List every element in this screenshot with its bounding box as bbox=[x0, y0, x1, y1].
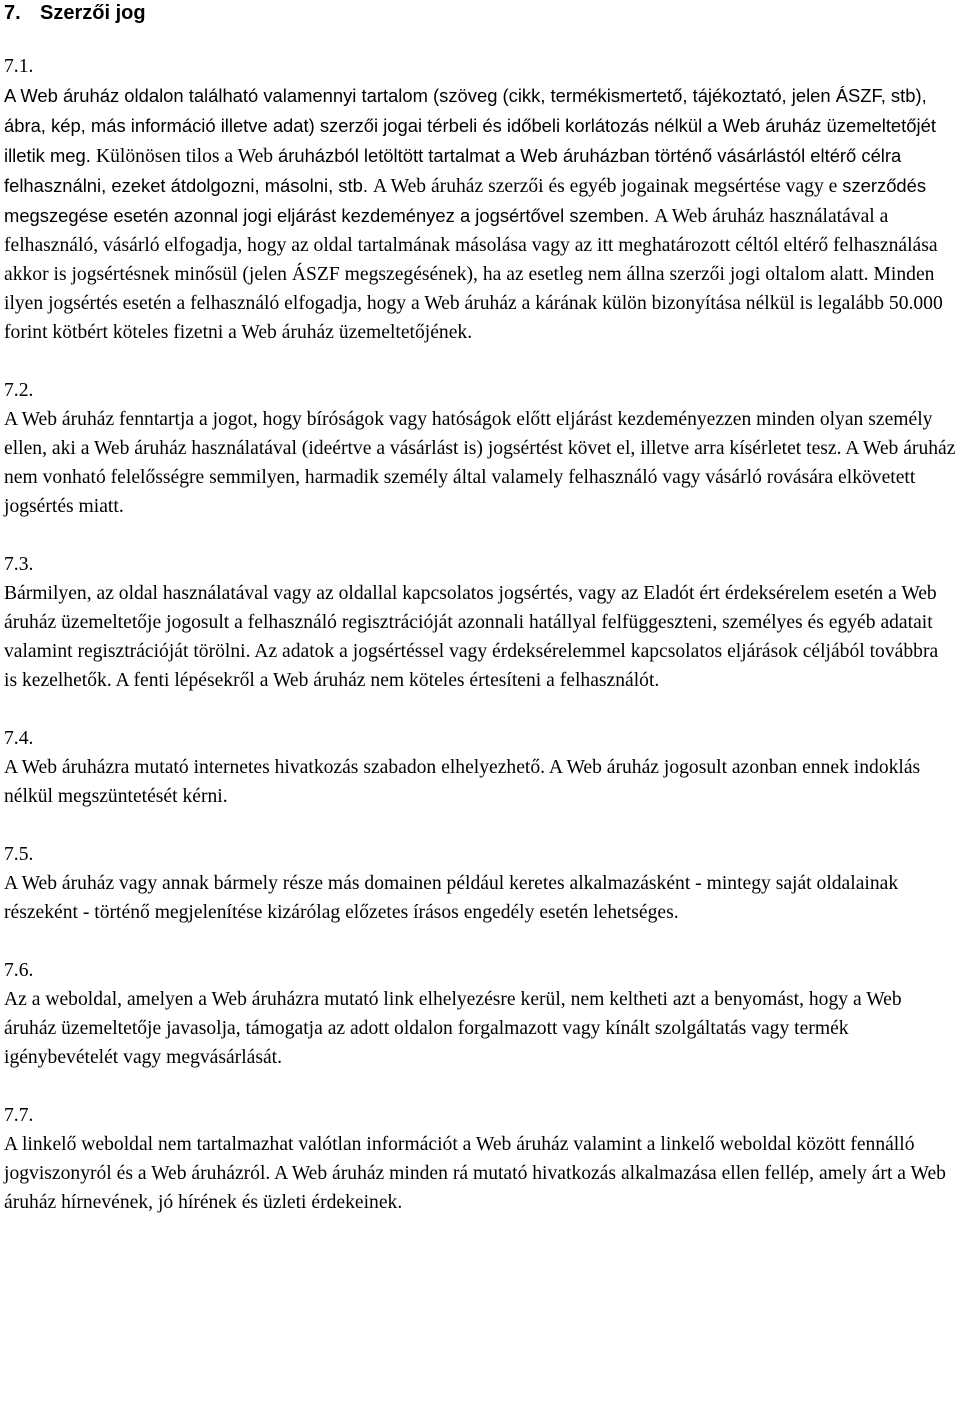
subsection-number: 7.7. bbox=[4, 1105, 34, 1126]
paragraph-text-run: A linkelő weboldal nem tartalmazhat valótlan információt a Web áruház valamint a linkelő weboldal között fennálló jogviszonyról és a Web áruházról. A Web áruház minden rá mutató hivatkozás alkalmazása ellen fellép, amely árt a Web áruház hírnevének, jó hírének és üzleti érdekeinek. bbox=[4, 1134, 946, 1213]
subsection-6 bbox=[4, 956, 956, 1072]
paragraph-text-run: A Web áruház fenntartja a jogot, hogy bíróságok vagy hatóságok előtt eljárást kezdeményezzen minden olyan személy ellen, aki a Web áruház használatával (ideértve a vásárlást is) jogsértést követ el, illetve arra kísérletet tesz. A Web áruház nem vonható felelősségre semmilyen, harmadik személy által valamely felhasználó vagy vásárló rovására elkövetett jogsértés miatt. bbox=[4, 409, 956, 517]
subsection-paragraph bbox=[4, 81, 956, 347]
heading-number: 7. bbox=[4, 2, 21, 24]
subsection-paragraph bbox=[4, 579, 956, 695]
subsection-paragraph bbox=[4, 753, 956, 811]
subsection-number: 7.1. bbox=[4, 56, 34, 77]
sections-container bbox=[4, 52, 956, 1217]
subsection-paragraph bbox=[4, 985, 956, 1072]
subsection-paragraph bbox=[4, 1130, 956, 1217]
subsection-paragraph bbox=[4, 405, 956, 521]
subsection-number: 7.6. bbox=[4, 960, 34, 981]
subsection-number: 7.3. bbox=[4, 554, 34, 575]
subsection-2 bbox=[4, 376, 956, 521]
subsection-5 bbox=[4, 840, 956, 927]
subsection-paragraph bbox=[4, 869, 956, 927]
paragraph-text-run: A Web áruházra mutató internetes hivatkozás szabadon elhelyezhető. A Web áruház jogosult azonban ennek indoklás nélkül megszüntetését kérni. bbox=[4, 757, 921, 807]
document-page bbox=[4, 0, 956, 1217]
paragraph-text-run: Az a weboldal, amelyen a Web áruházra mutató link elhelyezésre kerül, nem keltheti azt a benyomást, hogy a Web áruház üzemeltetője javasolja, támogatja az adott oldalon forgalmazott vagy kínált szolgáltatás vagy termék igénybevételét vagy megvásárlását. bbox=[4, 989, 902, 1068]
subsection-3 bbox=[4, 550, 956, 695]
subsection-number: 7.2. bbox=[4, 380, 34, 401]
paragraph-text-run: A Web áruház vagy annak bármely része más domainen például keretes alkalmazásként - mintegy saját oldalainak részeként - történő megjelenítése kizárólag előzetes írásos engedély esetén lehetséges. bbox=[4, 873, 899, 923]
paragraph-text-run: A Web áruház használatával a felhasználó, vásárló elfogadja, hogy az oldal tartalmának másolása vagy az itt meghatározott céltól eltérő felhasználása akkor is jogsértésnek minősül (jelen ÁSZF megszegésének), ha az esetleg nem állna szerzői jogi oltalom alatt. Minden ilyen jogsértés esetén a felhasználó elfogadja, hogy a Web áruház a kárának külön bizonyítása nélkül is legalább 50.000 forint kötbért köteles fizetni a Web áruház üzemeltetőjének. bbox=[4, 206, 943, 343]
paragraph-text-run: Különösen tilos a Web bbox=[95, 146, 278, 167]
subsection-7 bbox=[4, 1101, 956, 1217]
heading-title: Szerzői jog bbox=[40, 2, 146, 24]
subsection-number: 7.4. bbox=[4, 728, 34, 749]
subsection-4 bbox=[4, 724, 956, 811]
paragraph-text-run: A Web áruház szerzői és egyéb jogainak megsértése vagy e bbox=[373, 176, 843, 197]
section-heading bbox=[4, 0, 956, 30]
subsection-1 bbox=[4, 52, 956, 347]
subsection-number: 7.5. bbox=[4, 844, 34, 865]
paragraph-text-run: Bármilyen, az oldal használatával vagy az oldallal kapcsolatos jogsértés, vagy az Eladót ért érdeksérelem esetén a Web áruház üzemeltetője jogosult a felhasználó regisztrációját azonnali hatállyal felfüggeszteni, személyes és egyéb adatait valamint regisztrációját törölni. Az adatok a jogsértéssel vagy érdeksérelemmel kapcsolatos eljárások céljából továbbra is kezelhetők. A fenti lépésekről a Web áruház nem köteles értesíteni a felhasználót. bbox=[4, 583, 939, 691]
paragraph-text-run: A Web áruház oldalon található valamennyi tartalom (szöveg (cikk, termékismertető, tájékoztató, jelen ÁSZF, stb), ábra, kép, más információ illetve adat) szerzői jogai térbeli és időbeli korlátozás nélkül a Web áruház üzemeltetőjét illetik meg. bbox=[4, 85, 936, 166]
paragraph-text-run: áruházból letöltött tartalmat a Web áruházban történő vásárlástól eltérő célra felhasználni, ezeket átdolgozni, másolni, stb. bbox=[4, 145, 902, 196]
paragraph-text-run: szerződés megszegése esetén azonnal jogi eljárást kezdeményez a jogsértővel szemben. bbox=[4, 175, 927, 226]
